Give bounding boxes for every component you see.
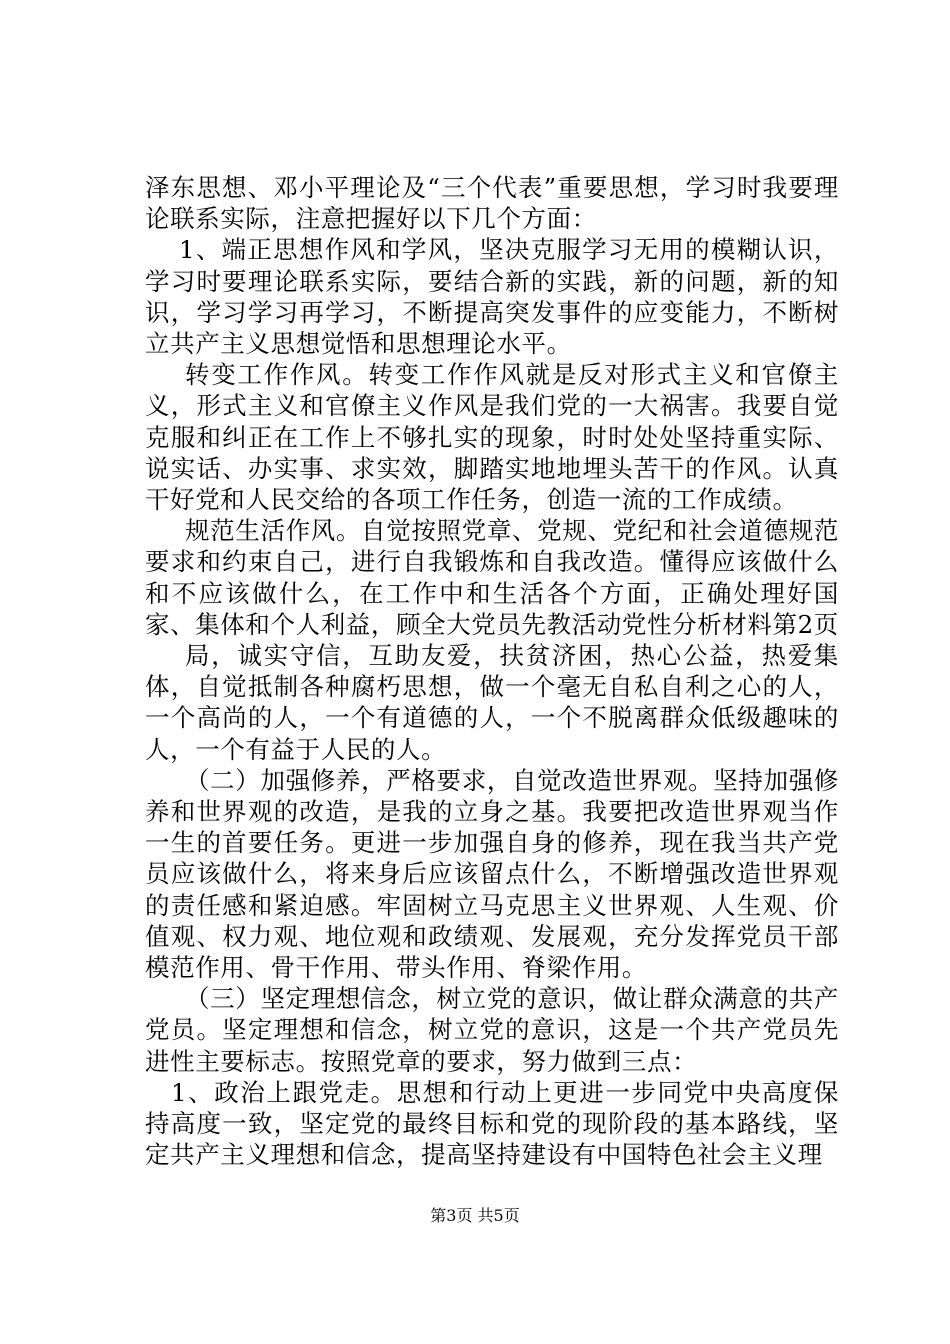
paragraph-6: （二）加强修养，严格要求，自觉改造世界观。坚持加强修养和世界观的改造，是我的立身之基。我要把改造世界观当作一生的首要任务。更进一步加强自身的修养，现在我当共产党员应该做什么，将来身后应该留点什么，不断增强改造世界观的责任感和紧迫感。牢固树立马克思主义世界观、人生观、价值观、权力观、地位观和政绩观、发展观，充分发挥党员干部模范作用、骨干作用、带头作用、脊梁作用。 [145, 765, 839, 983]
document-body [145, 172, 839, 1171]
paragraph-2: 1、端正思想作风和学风，坚决克服学习无用的模糊认识，学习时要理论联系实际，要结合新的实践，新的问题，新的知识，学习学习再学习，不断提高突发事件的应变能力，不断树立共产主义思想觉悟和思想理论水平。 [145, 235, 839, 359]
paragraph-8: 1、政治上跟党走。思想和行动上更进一步同党中央高度保持高度一致，坚定党的最终目标和党的现阶段的基本路线，坚定共产主义理想和信念，提高坚持建设有中国特色社会主义理 [145, 1077, 839, 1170]
paragraph-4: 规范生活作风。自觉按照党章、党规、党纪和社会道德规范要求和约束自己，进行自我锻炼和自我改造。懂得应该做什么和不应该做什么，在工作中和生活各个方面，正确处理好国家、集体和个人利益，顾全大党员先教活动党性分析材料第2页 [145, 516, 839, 639]
paragraph-3: 转变工作作风。转变工作作风就是反对形式主义和官僚主义，形式主义和官僚主义作风是我们党的一大祸害。我要自觉克服和纠正在工作上不够扎实的现象，时时处处坚持重实际、说实话、办实事、求实效，脚踏实地地埋头苦干的作风。认真干好党和人民交给的各项工作任务，创造一流的工作成绩。 [145, 360, 839, 515]
paragraph-5: 局，诚实守信，互助友爱，扶贫济困，热心公益，热爱集体，自觉抵制各种腐朽思想，做一个毫无自私自利之心的人，一个高尚的人，一个有道德的人，一个不脱离群众低级趣味的人，一个有益于人民的人。 [145, 641, 839, 764]
paragraph-7: （三）坚定理想信念，树立党的意识，做让群众满意的共产党员。坚定理想和信念，树立党的意识，这是一个共产党员先进性主要标志。按照党章的要求，努力做到三点： [145, 984, 839, 1076]
paragraph-1: 泽东思想、邓小平理论及“三个代表”重要思想，学习时我要理论联系实际，注意把握好以下几个方面： [145, 173, 839, 234]
page-number-footer: 第3页 共5页 [430, 1206, 520, 1225]
